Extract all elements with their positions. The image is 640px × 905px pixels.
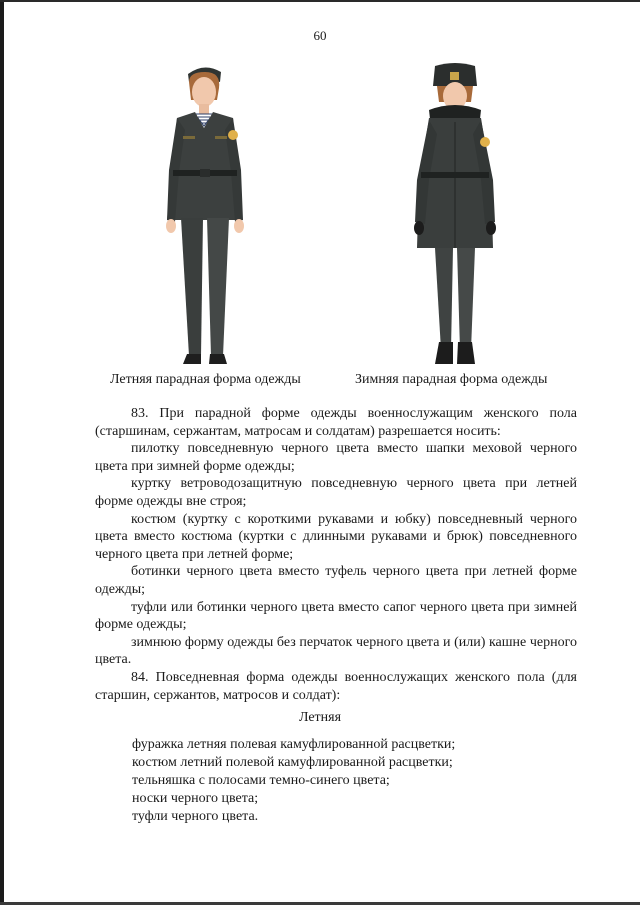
paragraph: пилотку повседневную черного цвета вместо шапки меховой черного цвета при зимней форме одежды; <box>95 441 577 474</box>
list-item: костюм летний полевой камуфлированной расцветки; <box>132 755 453 770</box>
paragraph: куртку ветроводозащитную повседневную черного цвета при летней форме одежды вне строя; <box>95 476 577 509</box>
list-item: туфли черного цвета. <box>132 809 259 824</box>
figure-caption-summer: Летняя парадная форма одежды <box>110 372 301 387</box>
page-number: 60 <box>313 28 327 43</box>
paragraph: ботинки черного цвета вместо туфель черного цвета при летней форме одежды; <box>95 564 577 597</box>
section-heading: Летняя <box>298 710 342 725</box>
paragraph-83: 83. При парадной форме одежды военнослужащим женского пола (старшинам, сержантам, матросам и солдатам) разрешается носить: <box>95 406 577 439</box>
paragraph: зимнюю форму одежды без перчаток черного цвета и (или) кашне черного цвета. <box>95 634 577 668</box>
list-item: тельняшка с полосами темно-синего цвета; <box>132 773 390 788</box>
scan-edge <box>0 0 4 905</box>
item-list <box>132 736 572 826</box>
list-item: фуражка летняя полевая камуфлированной расцветки; <box>132 737 456 752</box>
winter-uniform-illustration <box>405 60 510 372</box>
paragraph-84: 84. Повседневная форма одежды военнослужащих женского пола (для старшин, сержантов, матросов и солдат): <box>95 669 577 703</box>
paragraph: туфли или ботинки черного цвета вместо сапог черного цвета при зимней форме одежды; <box>95 599 577 633</box>
summer-uniform-illustration <box>155 60 265 372</box>
figure-caption-winter: Зимняя парадная форма одежды <box>355 372 548 387</box>
body-text <box>95 405 577 704</box>
paragraph: костюм (куртку с короткими рукавами и юбку) повседневный черного цвета вместо костюма (куртки с длинными рукавами и брюк) повседневного черного цвета при летней форме; <box>95 511 577 562</box>
list-item: носки черного цвета; <box>132 791 259 806</box>
scan-edge <box>0 0 640 2</box>
